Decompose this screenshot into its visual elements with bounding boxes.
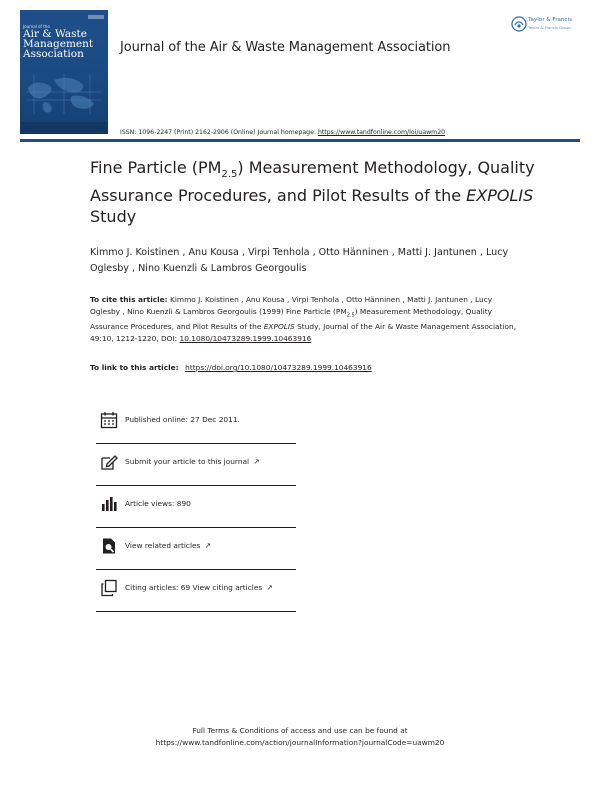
info-row-text xyxy=(125,541,211,550)
related-articles-row[interactable] xyxy=(96,527,296,570)
publisher-name: Taylor & Francis xyxy=(528,17,573,23)
publisher-tagline: Taylor & Francis Group xyxy=(528,25,571,30)
cover-code-bar xyxy=(88,15,104,19)
journal-cover-image xyxy=(20,10,108,134)
info-row-text xyxy=(125,457,260,466)
related-articles-link[interactable]: View related articles xyxy=(125,541,203,550)
header-divider xyxy=(20,139,580,142)
cover-footer-band xyxy=(20,122,108,134)
copy-icon xyxy=(100,579,118,597)
external-link-icon: ↗ xyxy=(266,583,273,592)
article-doi-link[interactable]: https://doi.org/10.1080/10473289.1999.10463916 xyxy=(185,363,372,372)
info-row-text: Article views: 890 xyxy=(125,499,191,508)
submit-article-row[interactable] xyxy=(96,443,296,486)
journal-homepage-link[interactable]: https://www.tandfonline.com/loi/uawm20 xyxy=(317,129,446,136)
citation-text: Study, Journal of the Air & Waste Management Association, 49:10, 1212-1220, DOI: xyxy=(90,322,517,344)
publisher-logo-icon xyxy=(511,16,527,32)
publisher-logo[interactable] xyxy=(511,15,583,35)
article-views-row xyxy=(96,485,296,528)
info-row-text xyxy=(125,583,273,592)
terms-footer xyxy=(0,725,600,749)
cover-title xyxy=(23,29,103,59)
citation-text: ) Measurement Methodology, Quality Assurance Procedures, and Pilot Results of the xyxy=(90,307,493,332)
cover-title-line: Association xyxy=(23,48,84,60)
search-document-icon xyxy=(100,537,118,555)
footer-line: Full Terms & Conditions of access and use can be found at xyxy=(192,726,408,735)
cover-title-line: Air & Waste xyxy=(23,28,87,40)
issn-line xyxy=(120,129,445,136)
external-link-icon: ↗ xyxy=(204,541,211,550)
citation-label: To cite this article: xyxy=(90,295,168,304)
issn-text: ISSN: 1096-2247 (Print) 2162-2906 (Online) Journal homepage: xyxy=(120,129,318,136)
external-link-icon: ↗ xyxy=(253,457,260,466)
citation-text: Kimmo J. Koistinen , Anu Kousa , Virpi Tenhola , Otto Hänninen , Matti J. Jantunen , Lucy Oglesby , Nino Kuenzli & Lambros Georgoulis (1999) Fine Particle (PM xyxy=(90,295,493,316)
bar-chart-icon xyxy=(100,495,118,513)
article-title xyxy=(90,157,570,227)
article-link-row xyxy=(90,363,372,372)
world-map-graphic xyxy=(24,70,104,116)
title-part: Fine Particle (PM xyxy=(90,158,222,177)
citation-italic: EXPOLIS xyxy=(263,322,295,332)
published-online-row xyxy=(96,401,296,444)
calendar-icon xyxy=(100,411,118,429)
edit-icon xyxy=(100,453,118,471)
info-row-text: Published online: 27 Dec 2011. xyxy=(125,415,240,424)
citation-subscript: 2.5 xyxy=(346,312,355,319)
citation-block xyxy=(90,294,520,345)
journal-title[interactable]: Journal of the Air & Waste Management Association xyxy=(120,40,451,55)
title-part: Study xyxy=(90,207,137,227)
title-part: ) Measurement Methodology, Quality Assurance Procedures, and Pilot Results of the xyxy=(90,158,535,206)
citing-articles-row[interactable] xyxy=(96,569,296,612)
title-italic: EXPOLIS xyxy=(466,186,534,206)
footer-terms-link[interactable]: https://www.tandfonline.com/action/journalInformation?journalCode=uawm20 xyxy=(155,738,445,747)
article-link-label: To link to this article: xyxy=(90,363,182,372)
cover-journal-small: Journal of the xyxy=(23,24,50,29)
citing-articles-link[interactable]: Citing articles: 69 View citing articles xyxy=(125,583,265,592)
submit-article-link[interactable]: Submit your article to this journal xyxy=(125,457,252,466)
title-subscript: 2.5 xyxy=(221,169,238,181)
author-list: Kimmo J. Koistinen , Anu Kousa , Virpi Tenhola , Otto Hänninen , Matti J. Jantunen , Lucy Oglesby , Nino Kuenzli & Lambros Georgoulis xyxy=(90,247,509,274)
citation-doi-link[interactable]: 10.1080/10473289.1999.10463916 xyxy=(179,334,312,344)
cover-title-line: Management xyxy=(23,38,94,50)
